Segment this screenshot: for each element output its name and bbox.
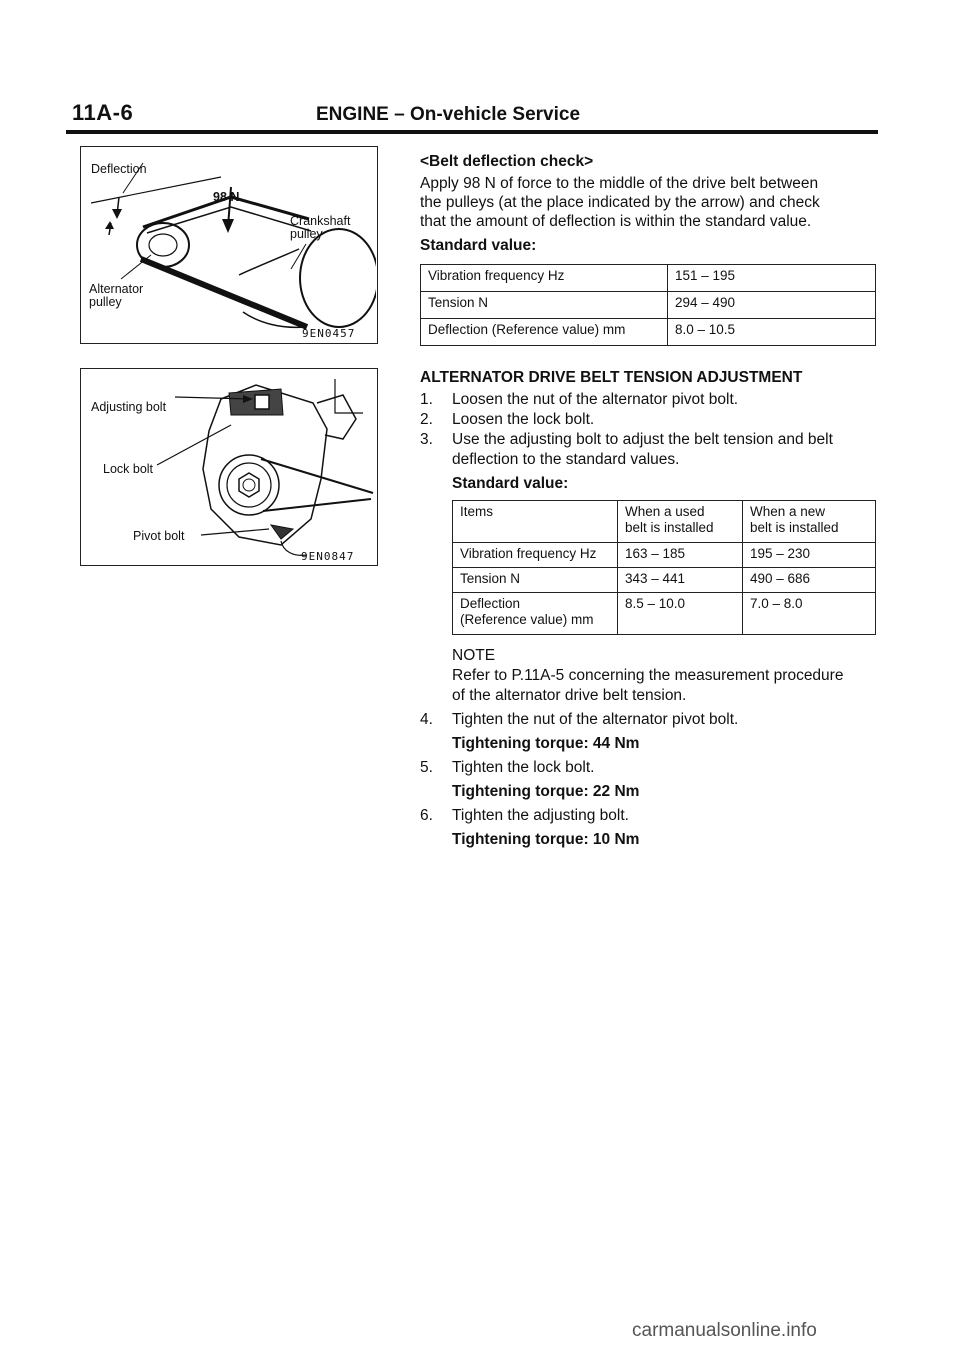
table-cell: Deflection (Reference value) mm [453, 593, 618, 635]
figure-code: 9EN0457 [302, 327, 356, 340]
step-number: 4. [420, 711, 433, 728]
table-cell: Deflection (Reference value) mm [421, 319, 668, 346]
paragraph-line: Apply 98 N of force to the middle of the drive belt between [420, 175, 819, 192]
step-number: 1. [420, 391, 433, 408]
belt-deflection-illustration [81, 147, 376, 342]
step-text: deflection to the standard values. [452, 451, 680, 468]
table-row [421, 265, 876, 292]
table-row [453, 568, 876, 593]
belt-deflection-spec-table [420, 264, 876, 346]
table-cell: Vibration frequency Hz [453, 543, 618, 568]
belt-check-paragraph [420, 174, 880, 231]
standard-value-label: Standard value: [420, 237, 537, 254]
tightening-torque: Tightening torque: 44 Nm [452, 735, 640, 752]
step-text: Tighten the adjusting bolt. [452, 807, 629, 824]
tightening-torque: Tightening torque: 10 Nm [452, 831, 640, 848]
table-cell: 294 – 490 [668, 292, 876, 319]
bolt-location-figure [80, 368, 378, 566]
paragraph-line: that the amount of deflection is within the standard value. [420, 213, 812, 230]
table-cell: 7.0 – 8.0 [743, 593, 876, 635]
table-row [453, 543, 876, 568]
tightening-torque: Tightening torque: 22 Nm [452, 783, 640, 800]
adjustment-heading: ALTERNATOR DRIVE BELT TENSION ADJUSTMENT [420, 369, 803, 386]
belt-check-heading: <Belt deflection check> [420, 153, 594, 170]
table-row [421, 292, 876, 319]
step-text: Tighten the nut of the alternator pivot bolt. [452, 711, 739, 728]
standard-value-label: Standard value: [452, 475, 569, 492]
note-title: NOTE [452, 647, 496, 664]
table-cell: Vibration frequency Hz [421, 265, 668, 292]
table-cell: 8.5 – 10.0 [618, 593, 743, 635]
table-header-cell: When a new belt is installed [743, 501, 876, 543]
table-cell: 490 – 686 [743, 568, 876, 593]
step-number: 6. [420, 807, 433, 824]
figure-code: 9EN0847 [301, 550, 355, 563]
page-number: 11A-6 [72, 100, 134, 125]
alternator-pulley-label-1: Alternator [89, 282, 144, 296]
note-line: of the alternator drive belt tension. [452, 687, 687, 704]
tension-spec-table [452, 500, 876, 635]
step-number: 3. [420, 431, 433, 448]
step-number: 2. [420, 411, 433, 428]
step-text: Loosen the lock bolt. [452, 411, 595, 428]
lock-bolt-label: Lock bolt [103, 462, 154, 476]
page-title: ENGINE – On-vehicle Service [316, 104, 581, 125]
table-row [453, 501, 876, 543]
adjusting-bolt-label: Adjusting bolt [91, 400, 167, 414]
crankshaft-pulley-label-1: Crankshaft [290, 214, 351, 228]
step-number: 5. [420, 759, 433, 776]
alternator-pulley-label-2: pulley [89, 295, 122, 309]
pivot-bolt-label: Pivot bolt [133, 529, 185, 543]
step-text: Loosen the nut of the alternator pivot bolt. [452, 391, 739, 408]
note-line: Refer to P.11A-5 concerning the measurement procedure [452, 667, 844, 684]
table-cell: 8.0 – 10.5 [668, 319, 876, 346]
header-divider [66, 130, 878, 134]
force-label: 98 N [213, 190, 240, 204]
table-row [453, 593, 876, 635]
step-text: Tighten the lock bolt. [452, 759, 595, 776]
table-cell: 163 – 185 [618, 543, 743, 568]
table-cell: Tension N [421, 292, 668, 319]
deflection-label: Deflection [91, 162, 147, 176]
belt-deflection-figure [80, 146, 378, 344]
table-header-cell: Items [453, 501, 618, 543]
crankshaft-pulley-label-2: pulley [290, 227, 323, 241]
watermark-text: carmanualsonline.info [632, 1320, 817, 1341]
step-text: Use the adjusting bolt to adjust the belt tension and belt [452, 431, 833, 448]
paragraph-line: the pulleys (at the place indicated by the arrow) and check [420, 194, 820, 211]
table-cell: 151 – 195 [668, 265, 876, 292]
table-row [421, 319, 876, 346]
table-cell: 343 – 441 [618, 568, 743, 593]
table-cell: 195 – 230 [743, 543, 876, 568]
table-header-cell: When a used belt is installed [618, 501, 743, 543]
table-cell: Tension N [453, 568, 618, 593]
